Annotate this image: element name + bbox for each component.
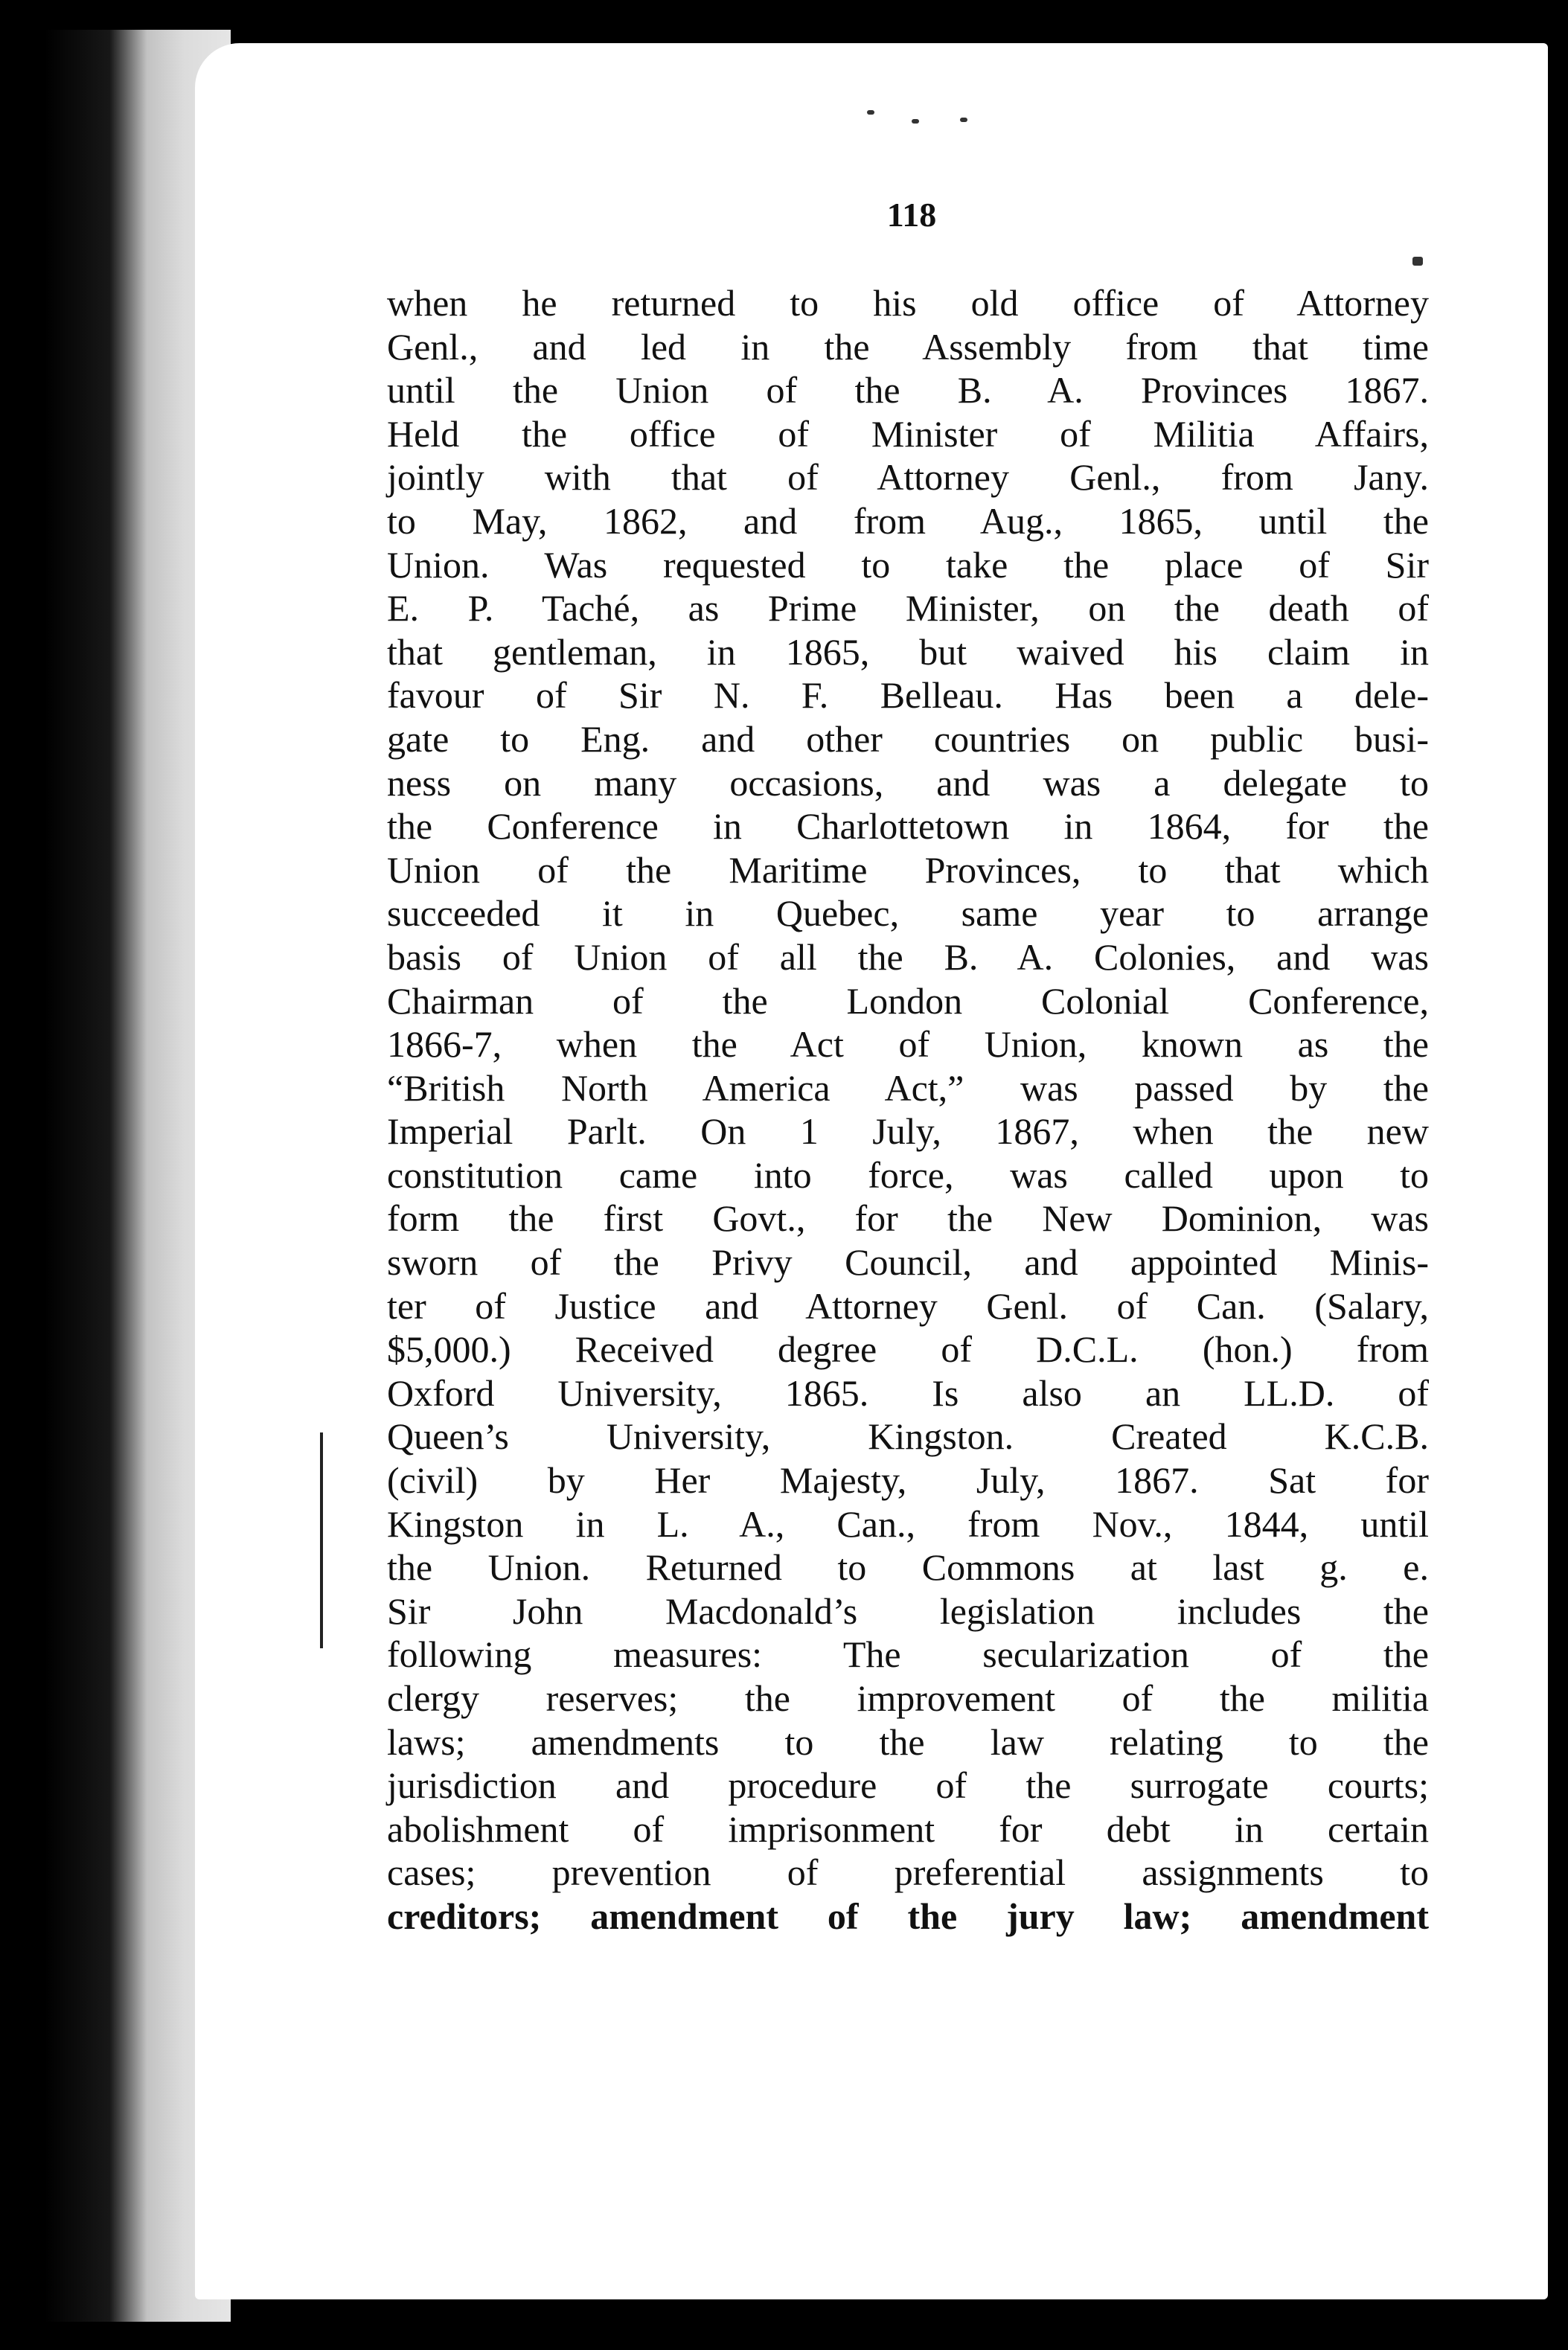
text-line: jointly with that of Attorney Genl., from Jany. (387, 456, 1429, 499)
page-number: 118 (886, 196, 937, 234)
body-text (387, 281, 1429, 1938)
text-line: 1866-7, when the Act of Union, known as the (387, 1023, 1429, 1066)
text-line: E. P. Taché, as Prime Minister, on the death of (387, 587, 1429, 630)
text-line: Kingston in L. A., Can., from Nov., 1844, until (387, 1502, 1429, 1545)
ink-speck (912, 119, 919, 124)
text-line: abolishment of imprisonment for debt in certain (387, 1808, 1429, 1850)
text-line: “British North America Act,” was passed by the (387, 1066, 1429, 1109)
text-line: (civil) by Her Majesty, July, 1867. Sat for (387, 1459, 1429, 1502)
text-line: to May, 1862, and from Aug., 1865, until the (387, 499, 1429, 542)
text-line: succeeded it in Quebec, same year to arrange (387, 892, 1429, 935)
text-line: that gentleman, in 1865, but waived his claim in (387, 630, 1429, 673)
text-line: favour of Sir N. F. Belleau. Has been a dele- (387, 674, 1429, 717)
text-line: $5,000.) Received degree of D.C.L. (hon.) from (387, 1328, 1429, 1371)
text-line: Held the office of Minister of Militia Affairs, (387, 412, 1429, 455)
text-line: sworn of the Privy Council, and appointed Minis- (387, 1241, 1429, 1284)
text-line: when he returned to his old office of Attorney (387, 282, 1429, 324)
text-line: cases; prevention of preferential assignments to (387, 1851, 1429, 1894)
text-line: clergy reserves; the improvement of the militia (387, 1677, 1429, 1719)
ink-speck (867, 110, 874, 115)
text-line: Queen’s University, Kingston. Created K.C.B. (387, 1415, 1429, 1458)
text-line: ness on many occasions, and was a delegate to (387, 761, 1429, 804)
text-line: laws; amendments to the law relating to the (387, 1720, 1429, 1763)
text-line: form the first Govt., for the New Dominion, was (387, 1197, 1429, 1240)
text-line: basis of Union of all the B. A. Colonies, and was (387, 935, 1429, 978)
text-line: Sir John Macdonald’s legislation includes the (387, 1589, 1429, 1632)
ink-speck (1412, 257, 1423, 266)
ink-speck (960, 118, 967, 122)
text-line: constitution came into force, was called upon to (387, 1153, 1429, 1196)
text-line: Genl., and led in the Assembly from that time (387, 325, 1429, 368)
text-line: Oxford University, 1865. Is also an LL.D. of (387, 1371, 1429, 1414)
text-line: following measures: The secularization of the (387, 1633, 1429, 1676)
text-line: creditors; amendment of the jury law; amendment (387, 1895, 1429, 1937)
text-line: Union. Was requested to take the place of Sir (387, 543, 1429, 586)
text-line: Chairman of the London Colonial Conference, (387, 979, 1429, 1022)
text-line: Union of the Maritime Provinces, to that which (387, 848, 1429, 891)
text-line: Imperial Parlt. On 1 July, 1867, when the new (387, 1110, 1429, 1153)
text-line: the Conference in Charlottetown in 1864, for the (387, 805, 1429, 848)
text-line: until the Union of the B. A. Provinces 1867. (387, 369, 1429, 412)
text-line: gate to Eng. and other countries on public busi- (387, 717, 1429, 760)
text-line: the Union. Returned to Commons at last g. e. (387, 1546, 1429, 1589)
text-line: jurisdiction and procedure of the surrogate courts; (387, 1764, 1429, 1807)
margin-bracket-mark (320, 1432, 333, 1648)
text-line: ter of Justice and Attorney Genl. of Can. (Salary, (387, 1284, 1429, 1327)
